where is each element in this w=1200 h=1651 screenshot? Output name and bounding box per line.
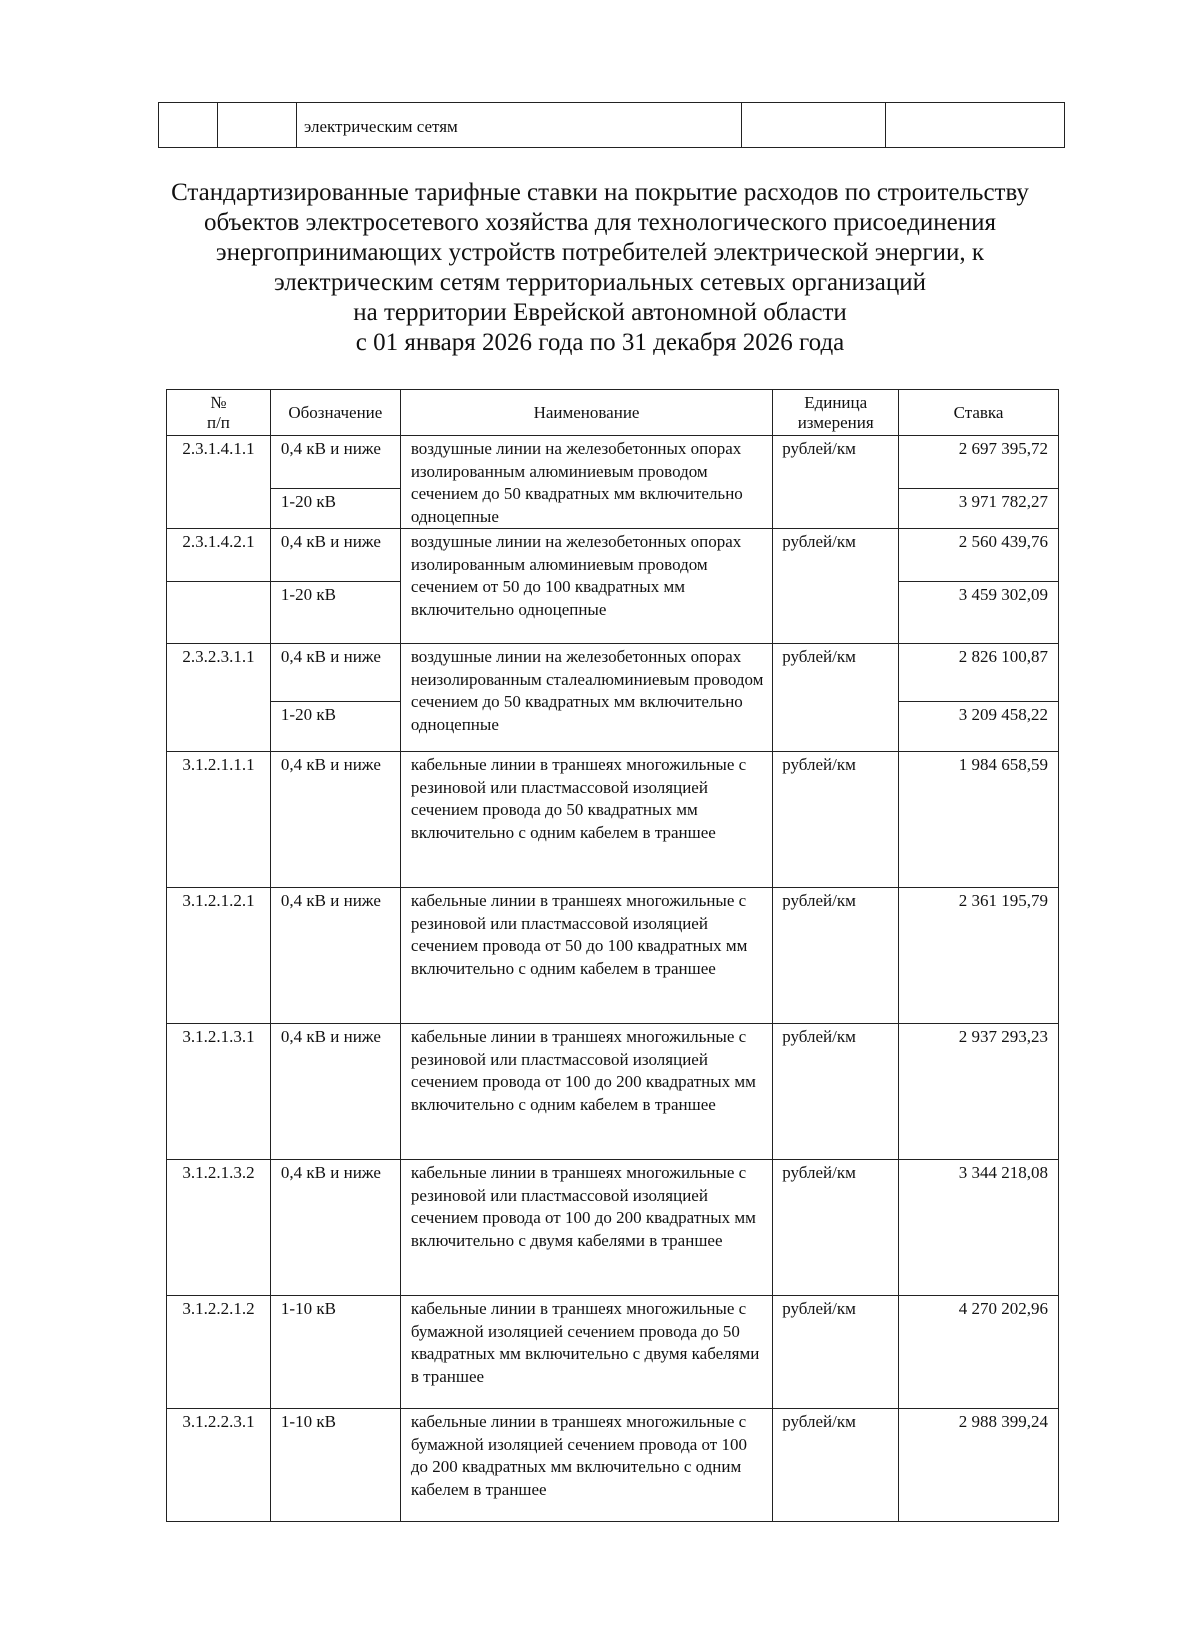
title-line: Стандартизированные тарифные ставки на покрытие расходов по строительству (171, 179, 1029, 206)
header-name: Наименование (400, 390, 772, 436)
row-number: 2.3.2.3.1.1 (167, 644, 271, 752)
row-unit: рублей/км (773, 644, 899, 752)
row-designation: 0,4 кВ и ниже (270, 436, 400, 489)
title-line: энергопринимающих устройств потребителей электрической энергии, к (215, 239, 985, 266)
title-line: на территории Еврейской автономной области (353, 299, 847, 326)
empty-cell (886, 103, 1065, 148)
row-number: 2.3.1.4.1.1 (167, 436, 271, 529)
row-rate: 1 984 658,59 (899, 752, 1059, 888)
table-row (167, 752, 1059, 888)
row-rate: 3 344 218,08 (899, 1160, 1059, 1296)
row-number: 3.1.2.2.3.1 (167, 1409, 271, 1522)
table-row (167, 1409, 1059, 1522)
row-unit: рублей/км (773, 1296, 899, 1409)
header-rate: Ставка (899, 390, 1059, 436)
tariff-table (166, 389, 1059, 1522)
row-unit: рублей/км (773, 1409, 899, 1522)
row-name: кабельные линии в траншеях многожильные с резиновой или пластмассовой изоляцией сечением провода до 50 квадратных мм включительно с одним кабелем в траншее (400, 752, 772, 888)
row-name: воздушные линии на железобетонных опорах неизолированным сталеалюминиевым проводом сечением до 50 квадратных мм включительно одноцепные (400, 644, 772, 752)
row-unit: рублей/км (773, 1160, 899, 1296)
row-unit: рублей/км (773, 436, 899, 529)
row-name: кабельные линии в траншеях многожильные с резиновой или пластмассовой изоляцией сечением провода от 100 до 200 квадратных мм включительно с двумя кабелями в траншее (400, 1160, 772, 1296)
row-rate: 3 209 458,22 (899, 702, 1059, 752)
table-row (167, 1296, 1059, 1409)
empty-cell (218, 103, 297, 148)
row-rate: 2 697 395,72 (899, 436, 1059, 489)
row-rate: 2 988 399,24 (899, 1409, 1059, 1522)
header-num: № п/п (167, 390, 271, 436)
row-rate: 3 971 782,27 (899, 489, 1059, 529)
row-number: 2.3.1.4.2.1 (167, 529, 271, 582)
document-title (120, 178, 1080, 358)
row-designation: 0,4 кВ и ниже (270, 888, 400, 1024)
row-rate: 4 270 202,96 (899, 1296, 1059, 1409)
row-designation: 1-10 кВ (270, 1409, 400, 1522)
row-designation: 0,4 кВ и ниже (270, 1024, 400, 1160)
empty-cell (742, 103, 886, 148)
empty-cell (159, 103, 218, 148)
row-rate: 2 560 439,76 (899, 529, 1059, 582)
continuation-table (158, 102, 1065, 148)
row-designation: 1-10 кВ (270, 1296, 400, 1409)
row-number: 3.1.2.1.3.1 (167, 1024, 271, 1160)
row-designation: 0,4 кВ и ниже (270, 1160, 400, 1296)
table-row (167, 1024, 1059, 1160)
header-designation: Обозначение (270, 390, 400, 436)
table-row (167, 436, 1059, 489)
table-row (167, 888, 1059, 1024)
header-unit: Единица измерения (773, 390, 899, 436)
row-unit: рублей/км (773, 752, 899, 888)
row-designation: 0,4 кВ и ниже (270, 644, 400, 702)
row-rate: 2 826 100,87 (899, 644, 1059, 702)
row-unit: рублей/км (773, 888, 899, 1024)
empty-cell (167, 582, 271, 644)
title-line: с 01 января 2026 года по 31 декабря 2026 года (355, 329, 845, 356)
row-name: кабельные линии в траншеях многожильные с резиновой или пластмассовой изоляцией сечением провода от 100 до 200 квадратных мм включительно с одним кабелем в траншее (400, 1024, 772, 1160)
row-name: кабельные линии в траншеях многожильные с резиновой или пластмассовой изоляцией сечением провода от 50 до 100 квадратных мм включительно с одним кабелем в траншее (400, 888, 772, 1024)
row-designation: 1-20 кВ (270, 702, 400, 752)
row-name: воздушные линии на железобетонных опорах изолированным алюминиевым проводом сечением до 50 квадратных мм включительно одноцепные (400, 436, 772, 529)
title-line: объектов электросетевого хозяйства для технологического присоединения (204, 209, 996, 236)
table-header-row (167, 390, 1059, 436)
row-name: воздушные линии на железобетонных опорах изолированным алюминиевым проводом сечением от 50 до 100 квадратных мм включительно одноцепные (400, 529, 772, 644)
table-row (167, 1160, 1059, 1296)
row-name: кабельные линии в траншеях многожильные с бумажной изоляцией сечением провода до 50 квадратных мм включительно с двумя кабелями в траншее (400, 1296, 772, 1409)
title-line: электрическим сетям территориальных сетевых организаций (273, 269, 926, 296)
table-row (167, 644, 1059, 702)
table-row (167, 529, 1059, 582)
row-rate: 2 361 195,79 (899, 888, 1059, 1024)
continuation-text: электрическим сетям (297, 103, 742, 148)
row-number: 3.1.2.1.1.1 (167, 752, 271, 888)
row-designation: 1-20 кВ (270, 582, 400, 644)
row-designation: 0,4 кВ и ниже (270, 529, 400, 582)
row-unit: рублей/км (773, 1024, 899, 1160)
table-row (159, 103, 1065, 148)
row-number: 3.1.2.2.1.2 (167, 1296, 271, 1409)
row-rate: 3 459 302,09 (899, 582, 1059, 644)
row-number: 3.1.2.1.2.1 (167, 888, 271, 1024)
row-unit: рублей/км (773, 529, 899, 644)
row-rate: 2 937 293,23 (899, 1024, 1059, 1160)
row-number: 3.1.2.1.3.2 (167, 1160, 271, 1296)
row-name: кабельные линии в траншеях многожильные с бумажной изоляцией сечением провода от 100 до 200 квадратных мм включительно с одним кабелем в траншее (400, 1409, 772, 1522)
row-designation: 1-20 кВ (270, 489, 400, 529)
row-designation: 0,4 кВ и ниже (270, 752, 400, 888)
